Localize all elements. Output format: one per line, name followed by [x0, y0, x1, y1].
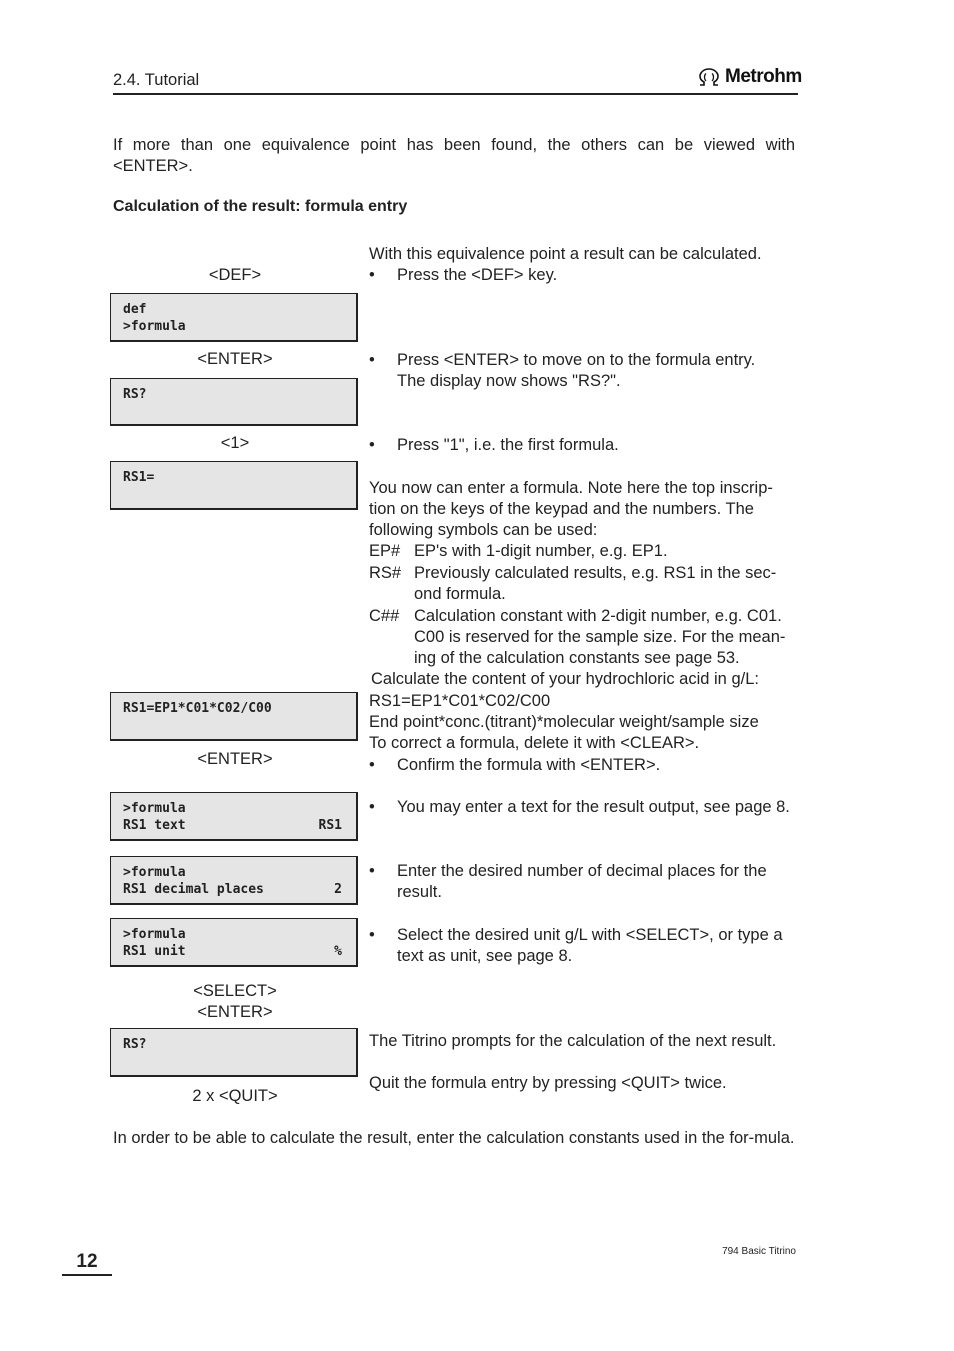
display-line: RS1 decimal places	[123, 882, 264, 897]
page-number: 12	[76, 1251, 98, 1272]
bullet: •	[369, 266, 375, 284]
display-value: RS1	[318, 818, 342, 833]
symbol-desc: Previously calculated results, e.g. RS1 in the sec-ond formula.	[414, 564, 777, 603]
bullet-item	[369, 797, 794, 818]
symbol-row	[369, 606, 804, 669]
bullet-text: Press "1", i.e. the first formula.	[397, 436, 619, 454]
intro-paragraph: If more than one equivalence point has been found, the others can be viewed with <ENTER>.	[113, 136, 795, 175]
quit-text: Quit the formula entry by pressing <QUIT> twice.	[369, 1074, 727, 1092]
symbol-desc: Calculation constant with 2-digit number, e.g. C01. C00 is reserved for the sample size. For the mean-ing of the calculation constants see page 53.	[414, 607, 786, 667]
calc-text: Calculate the content of your hydrochloric acid in g/L:	[371, 670, 759, 688]
bullet-item	[369, 861, 794, 903]
display-def-formula	[110, 293, 358, 342]
eq-text: With this equivalence point a result can be calculated.	[369, 245, 762, 263]
display-line: >formula	[123, 927, 186, 942]
display-rs1-text	[110, 792, 358, 841]
bullet-text: Press <ENTER> to move on to the formula entry. The display now shows "RS?".	[397, 351, 756, 390]
bullet-text: Enter the desired number of decimal places for the result.	[397, 862, 767, 901]
bullet-text: Press the <DEF> key.	[397, 266, 558, 284]
prompt-text: The Titrino prompts for the calculation of the next result.	[369, 1032, 777, 1050]
symbol: RS#	[369, 564, 402, 582]
footer-rule	[62, 1274, 112, 1276]
display-line: RS?	[123, 387, 147, 402]
display-line: >formula	[123, 801, 186, 816]
bullet-item	[369, 755, 799, 776]
key-def: <DEF>	[208, 266, 262, 284]
display-value: %	[334, 944, 342, 959]
key-enter: <ENTER>	[197, 350, 273, 368]
bullet-item	[369, 435, 799, 456]
display-rs1-formula	[110, 692, 358, 741]
bullet: •	[369, 926, 375, 944]
metrohm-omega-icon	[697, 67, 721, 87]
formula-intro: You now can enter a formula. Note here the top inscrip-tion on the keys of the keypad and the numbers. The following symbols can be used:	[369, 479, 773, 539]
closing-paragraph: In order to be able to calculate the result, enter the calculation constants used in the for-mula.	[113, 1129, 795, 1147]
bullet-text: Select the desired unit g/L with <SELECT>, or type a text as unit, see page 8.	[397, 926, 783, 965]
product-name: 794 Basic Titrino	[722, 1246, 796, 1257]
bullet-item	[369, 350, 779, 392]
bullet-text: You may enter a text for the result output, see page 8.	[397, 798, 790, 816]
key-quit: 2 x <QUIT>	[192, 1087, 278, 1105]
display-rs1-unit	[110, 918, 358, 967]
symbol-desc: EP's with 1-digit number, e.g. EP1.	[414, 542, 668, 560]
display-line: RS1=	[123, 470, 155, 485]
header-rule	[113, 93, 798, 95]
display-line: RS?	[123, 1037, 147, 1052]
section-title: 2.4. Tutorial	[113, 71, 200, 89]
endpoint-text: End point*conc.(titrant)*molecular weight/sample size	[369, 713, 759, 731]
section-heading: Calculation of the result: formula entry	[113, 198, 408, 215]
display-rs1-empty	[110, 461, 358, 510]
bullet-item	[369, 925, 799, 967]
display-rs1-decimal-places	[110, 856, 358, 905]
display-line: >formula	[123, 865, 186, 880]
key-enter: <ENTER>	[197, 750, 273, 768]
display-rs-prompt-next	[110, 1028, 358, 1077]
display-line: >formula	[123, 319, 186, 334]
key-one: <1>	[220, 434, 250, 452]
display-line: RS1 text	[123, 818, 186, 833]
metrohm-logo	[697, 66, 802, 88]
symbol: EP#	[369, 542, 401, 560]
bullet: •	[369, 756, 375, 774]
key-enter: <ENTER>	[197, 1003, 273, 1021]
symbol-row	[369, 563, 794, 605]
bullet: •	[369, 436, 375, 454]
bullet-text: Confirm the formula with <ENTER>.	[397, 756, 661, 774]
display-line: RS1=EP1*C01*C02/C00	[123, 701, 272, 716]
symbol: C##	[369, 607, 400, 625]
bullet: •	[369, 862, 375, 880]
bullet-item	[369, 265, 799, 286]
display-line: RS1 unit	[123, 944, 186, 959]
bullet: •	[369, 798, 375, 816]
display-value: 2	[334, 882, 342, 897]
display-line: def	[123, 302, 147, 317]
bullet: •	[369, 351, 375, 369]
key-select: <SELECT>	[193, 982, 277, 1000]
formula-text: RS1=EP1*C01*C02/C00	[369, 692, 551, 710]
display-rs-prompt	[110, 378, 358, 426]
symbol-row	[369, 541, 801, 562]
correct-text: To correct a formula, delete it with <CLEAR>.	[369, 734, 700, 752]
logo-text: Metrohm	[725, 66, 802, 87]
